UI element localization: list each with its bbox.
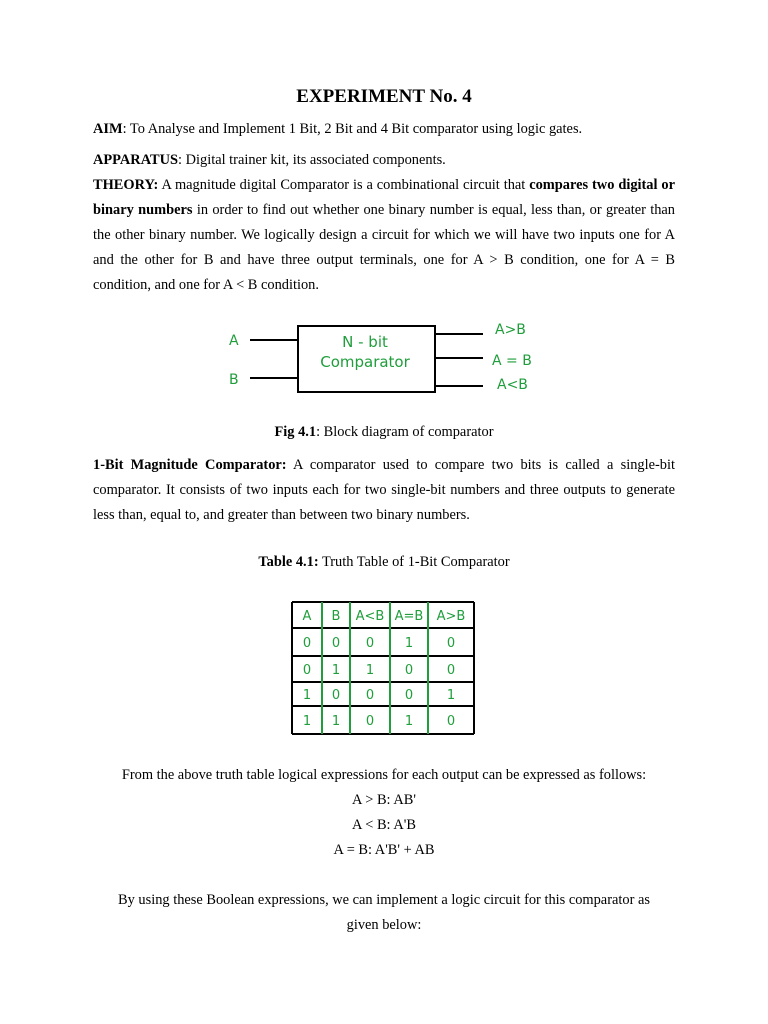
one-bit-text: A comparator used to compare two bits is called a single-bit comparator. It consists of two inputs each for two single-bit numbers and three outputs to generate less than, equal to, and greater than between two binary numbers. — [93, 457, 675, 523]
truth-table-cell: 1 — [302, 688, 312, 703]
figure-caption — [0, 420, 768, 445]
theory-label: THEORY: — [93, 177, 159, 193]
theory-text-2: in order to find out whether one binary number is equal, less than, or greater than the other binary number. We logically design a circuit for which we will have two inputs one for A and the other for B and have three output terminals, one for A > B condition, one for A = B condition, and one for A < B condition. — [93, 202, 675, 293]
truth-table-cell: 0 — [365, 714, 375, 729]
closing-line-1: By using these Boolean expressions, we can implement a logic circuit for this comparator as — [118, 892, 650, 908]
truth-table-cell: 1 — [446, 688, 456, 703]
block-output-lt-label: A<B — [497, 377, 528, 393]
truth-table-header-cell: A>B — [436, 609, 466, 624]
table-caption-label: Table 4.1: — [258, 554, 319, 570]
table-caption-text: Truth Table of 1-Bit Comparator — [318, 554, 510, 570]
theory-paragraph — [93, 173, 675, 298]
truth-table-cell: 1 — [365, 663, 375, 678]
truth-table-header-cell: A — [302, 609, 312, 624]
truth-table-cell: 0 — [365, 688, 375, 703]
theory-text-1: A magnitude digital Comparator is a combinational circuit that — [158, 177, 530, 193]
closing-line-2: given below: — [346, 917, 422, 933]
truth-table-header-cell: A<B — [355, 609, 385, 624]
apparatus-text: : Digital trainer kit, its associated components. — [178, 152, 446, 168]
block-diagram — [215, 316, 545, 398]
truth-table-cell: 1 — [331, 714, 341, 729]
block-output-gt-label: A>B — [495, 322, 526, 338]
theory-bold-text: compares two digital or binary numbers — [93, 177, 675, 218]
truth-table-cell: 0 — [404, 663, 414, 678]
truth-table — [290, 600, 478, 738]
one-bit-paragraph — [93, 453, 675, 528]
expression-eq: A = B: A'B' + AB — [333, 842, 435, 858]
truth-table-cell: 0 — [446, 663, 456, 678]
truth-table-cell: 0 — [331, 688, 341, 703]
expression-gt: A > B: AB' — [352, 792, 416, 808]
page-title: EXPERIMENT No. 4 — [296, 86, 472, 107]
block-input-a-label: A — [229, 333, 239, 349]
aim-label: AIM — [93, 121, 123, 137]
aim-text: : To Analyse and Implement 1 Bit, 2 Bit and 4 Bit comparator using logic gates. — [122, 121, 583, 137]
truth-table-cell: 0 — [446, 636, 456, 651]
expressions-intro: From the above truth table logical expressions for each output can be expressed as follows: — [121, 767, 647, 783]
figure-caption-label: Fig 4.1 — [274, 424, 317, 440]
one-bit-label: 1-Bit Magnitude Comparator: — [93, 457, 287, 473]
truth-table-cell: 0 — [365, 636, 375, 651]
truth-table-cell: 1 — [331, 663, 341, 678]
aim-paragraph — [93, 117, 675, 142]
truth-table-cell: 1 — [404, 714, 414, 729]
block-input-b-label: B — [229, 372, 239, 388]
block-box-label-1: N - bit — [342, 333, 388, 351]
truth-table-cell: 0 — [404, 688, 414, 703]
truth-table-header-cell: A=B — [394, 609, 424, 624]
truth-table-cell: 0 — [446, 714, 456, 729]
table-caption — [0, 550, 768, 575]
figure-caption-text: : Block diagram of comparator — [316, 424, 494, 440]
apparatus-label: APPARATUS — [93, 152, 179, 168]
truth-table-cell: 1 — [404, 636, 414, 651]
truth-table-header-cell: B — [331, 609, 341, 624]
expression-lt: A < B: A'B — [352, 817, 416, 833]
truth-table-cell: 0 — [331, 636, 341, 651]
block-box-label-2: Comparator — [320, 353, 410, 371]
apparatus-paragraph — [93, 148, 675, 173]
truth-table-cell: 0 — [302, 663, 312, 678]
truth-table-cell: 1 — [302, 714, 312, 729]
block-output-eq-label: A = B — [492, 353, 532, 369]
truth-table-cell: 0 — [302, 636, 312, 651]
